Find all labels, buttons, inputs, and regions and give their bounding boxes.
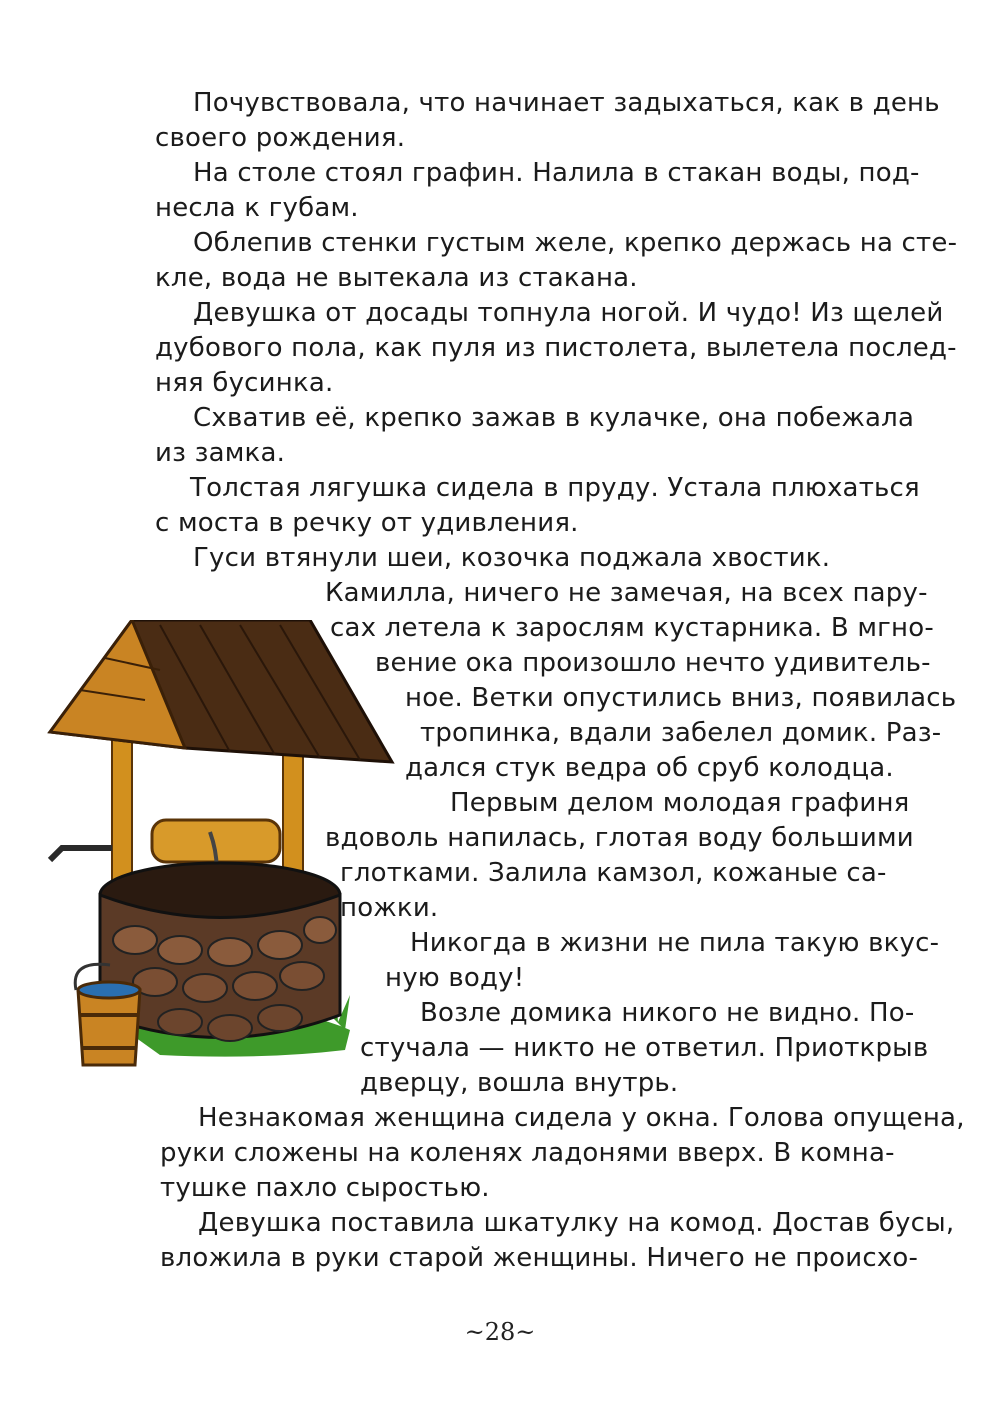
text-line: няя бусинка. <box>155 368 334 398</box>
text-line: вение ока произошло нечто удивитель- <box>375 648 931 678</box>
text-line: вдоволь напилась, глотая воду большими <box>325 823 914 853</box>
text-line: тропинка, вдали забелел домик. Раз- <box>420 718 942 748</box>
text-line: Почувствовала, что начинает задыхаться, как в день <box>193 88 940 118</box>
text-line: На столе стоял графин. Налила в стакан воды, под- <box>193 158 920 188</box>
text-line: дался стук ведра об сруб колодца. <box>405 753 894 783</box>
text-line: руки сложены на коленях ладонями вверх. В комна- <box>160 1138 895 1168</box>
text-line: Девушка поставила шкатулку на комод. Достав бусы, <box>198 1208 955 1238</box>
text-line: пожки. <box>340 893 439 923</box>
text-line: дубового пола, как пуля из пистолета, вылетела послед- <box>155 333 957 363</box>
text-line: Никогда в жизни не пила такую вкус- <box>410 928 940 958</box>
text-line: дверцу, вошла внутрь. <box>360 1068 679 1098</box>
text-line: Камилла, ничего не замечая, на всех пару- <box>325 578 928 608</box>
page-number: ~28~ <box>464 1318 536 1346</box>
text-line: сах летела к зарослям кустарника. В мгно- <box>330 613 934 643</box>
text-line: глотками. Залила камзол, кожаные са- <box>340 858 887 888</box>
text-line: несла к губам. <box>155 193 359 223</box>
text-line: вложила в руки старой женщины. Ничего не происхо- <box>160 1243 919 1273</box>
text-line: Девушка от досады топнула ногой. И чудо! Из щелей <box>193 298 944 328</box>
text-line: Незнакомая женщина сидела у окна. Голова опущена, <box>198 1103 965 1133</box>
text-line: ное. Ветки опустились вниз, появилась <box>405 683 957 713</box>
text-line: Первым делом молодая графиня <box>450 788 910 818</box>
text-line: тушке пахло сыростью. <box>160 1173 490 1203</box>
text-line: кле, вода не вытекала из стакана. <box>155 263 638 293</box>
text-line: Схватив её, крепко зажав в кулачке, она побежала <box>193 403 915 433</box>
text-line: ную воду! <box>385 963 525 993</box>
text-line: Возле домика никого не видно. По- <box>420 998 915 1028</box>
well-illustration <box>40 620 400 1090</box>
text-line: Облепив стенки густым желе, крепко держась на сте- <box>193 228 958 258</box>
text-line: Гуси втянули шеи, козочка поджала хвостик. <box>193 543 831 573</box>
text-line: своего рождения. <box>155 123 406 153</box>
text-line: из замка. <box>155 438 286 468</box>
text-line: с моста в речку от удивления. <box>155 508 579 538</box>
text-line: Толстая лягушка сидела в пруду. Устала плюхаться <box>190 473 920 503</box>
text-line: стучала — никто не ответил. Приоткрыв <box>360 1033 929 1063</box>
